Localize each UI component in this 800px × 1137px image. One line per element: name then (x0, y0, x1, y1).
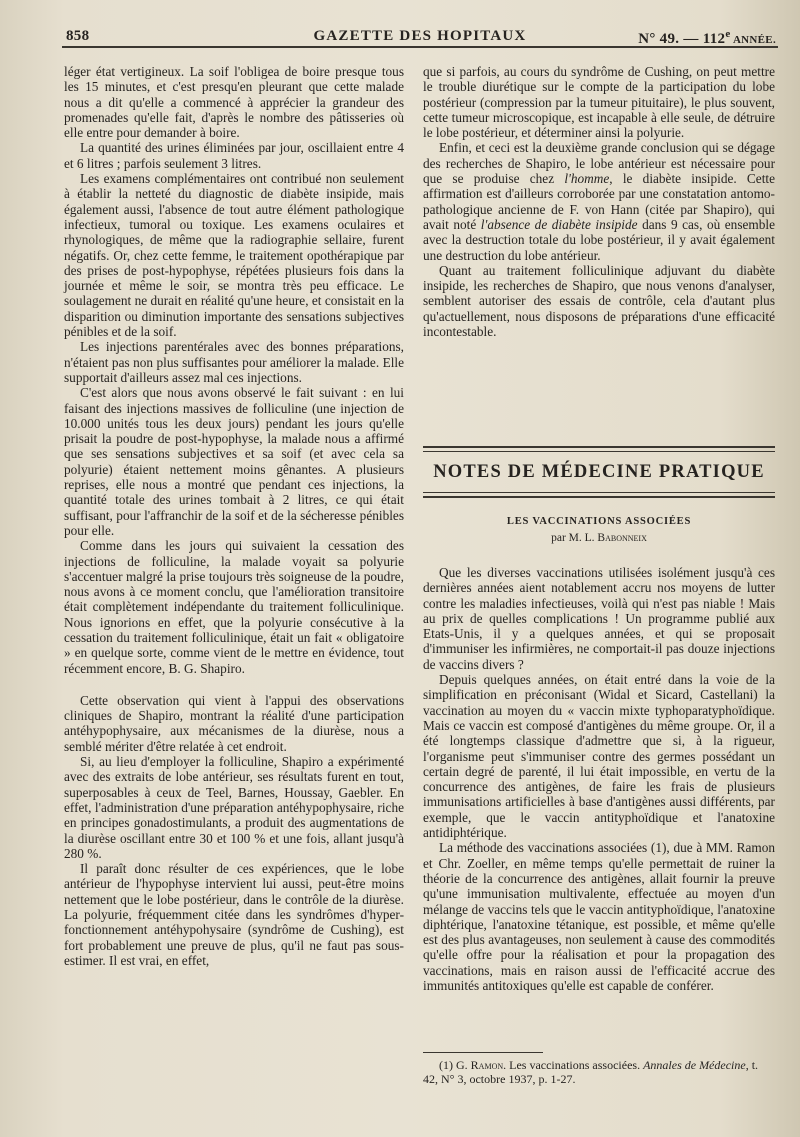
footnote-tail: , t. 42, N° 3, octobre 1937, p. 1-27. (423, 1058, 759, 1086)
footnote-divider (423, 1052, 543, 1053)
paragraph: La quantité des urines éliminées par jour, oscillaient entre 4 et 6 litres ; parfois seulement 3 litres. (64, 140, 404, 171)
paragraph: Il paraît donc résulter de ces expériences, que le lobe antérieur de l'hypophyse intervient lui aussi, peut-être moins nettement que le lobe postérieur, dans le contrôle de la diurèse. La polyurie, fréquemment citée dans les syndrômes d'hyper-fonctionnement antéhypohysaire (syndrôme de Cushing), est fort probablement une preuve de plus, qu'il ne faut pas sous-estimer. Il est vrai, en effet, (64, 861, 404, 968)
paragraph: C'est alors que nous avons observé le fait suivant : en lui faisant des injections massives de folliculine (une injection de 10.000 unités tous les deux jours) pendant les jours qu'elle prisait la poudre de post-hypophyse, la malade nous a affirmé que ses sensations subjectives et sa soif (et avec cela sa polyurie) étaient nettement moins gênantes. A plusieurs reprises, elle nous a montré que pendant ces injections, la quantité totale des urines tombait à 2 litres, ce qui était suffisant, pour l'affranchir de la soif et de la sécheresse pénibles pour elle. (64, 385, 404, 538)
paragraph-text: dans 9 cas, où ensemble avec la destruction totale du lobe postérieur, il y avait également une destruction du lobe antérieur. (423, 216, 775, 263)
issue-number-sup: e (725, 28, 731, 40)
section-title: NOTES DE MÉDECINE PRATIQUE (433, 462, 765, 482)
paragraph: Les injections parentérales avec des bonnes préparations, n'étaient pas non plus suffisantes pour améliorer la malade. Elle supportait d'ailleurs assez mal ces injections. (64, 339, 404, 385)
byline-author: Babonneix (597, 532, 647, 544)
footnote (423, 1058, 775, 1086)
paragraph: Cette observation qui vient à l'appui des observations cliniques de Shapiro, montrant la réalité d'une participation antéhypophysaire, aux mécanismes de la diurèse, nous a semblé mériter d'être relatée à cet endroit. (64, 692, 404, 754)
byline-prefix: par M. L. (551, 532, 595, 544)
issue-number (638, 28, 776, 48)
paragraph (423, 140, 775, 262)
right-column-top (423, 64, 775, 339)
footnote-prefix: (1) G. (439, 1058, 468, 1072)
paragraph-text: , le diabète insipide. Cette affirmation est d'ailleurs corroborée par une constatation antomo-pathologique ancienne de F. von Hann (citée par Shapiro), qui avait noté (423, 171, 775, 232)
issue-year-label: ANNÉE. (730, 34, 776, 46)
page-number: 858 (66, 28, 90, 44)
paragraph: Quant au traitement folliculinique adjuvant du diabète insipide, les recherches de Shapiro, que nous venons d'analyser, semblent autoriser des essais de contrôle, cela d'autant plus qu'actuellement, nous disposons de préparations d'une efficacité incontestable. (423, 262, 775, 340)
emphasis-text: l'absence de diabète insipide (480, 216, 638, 232)
paragraph: Que les diverses vaccinations utilisées isolément jusqu'à ces dernières années aient notablement accru nos moyens de lutter contre les maladies infectieuses, voilà qui n'est pas niable ! Mais au prix de quelles complications ! Un programme publié aux Etats-Unis, il y a quelques années, et qui se proposait d'immuniser les infirmières, ne comportait-il pas douze injections de vaccins divers ? (423, 565, 775, 672)
paragraph: La méthode des vaccinations associées (1), due à MM. Ramon et Chr. Zoeller, en même temps qu'elle permettait de ruiner la théorie de la concurrence des antigènes, allait fournir la preuve qu'une immunisation multivalente, effectuée au moyen d'un mélange de vaccins tels que le vaccin antityphoïdique, l'anatoxine diphtérique, l'anatoxine tétanique, est possible, et même qu'elle est des plus avantageuses, non seulement à cause des commodités qu'elle offre pour la réalisation et pour la propagation des vaccinations, mais en raison aussi de l'efficacité accrue des immunités antitoxiques qu'elle est capable de conférer. (423, 840, 775, 994)
paragraph: léger état vertigineux. La soif l'obligea de boire presque tous les 15 minutes, et c'est presqu'en pleurant que cette malade nous a dit qu'elle a commencé à apprécier la grandeur des promenades qu'elle fait, d'après le nombre des pâtisseries où elle entre pour demander à boire. (64, 64, 404, 141)
paragraph: que si parfois, au cours du syndrôme de Cushing, on peut mettre le trouble diurétique sur le compte de la participation du lobe postérieur (compression par la tumeur pituitaire), le plus souvent, cette tumeur microscopique, est incapable à elle seule, de détruire le lobe postérieur, et déterminer ainsi la polyurie. (423, 64, 775, 141)
publication-title: GAZETTE DES HOPITAUX (313, 28, 527, 44)
section-rule-top (423, 446, 775, 452)
article-title: LES VACCINATIONS ASSOCIÉES (506, 516, 692, 527)
paragraph: Depuis quelques années, on était entré dans la voie de la simplification en préconisant (Widal et Sicard, Castellani) la vaccination au moyen du « vaccin mixte typhoparatyphoïdique. Mais ce vaccin est composé d'antigènes du même groupe. Or, il a été longtemps classique d'admettre que si, à la rigueur, l'organisme peut s'immuniser contre des germes possédant un certain degré de parenté, il lui était impossible, en vertu de la concurrence des antigènes, de faire les frais de plusieurs immunisations artificielles à base d'antigènes aussi différents, par exemple, que le vaccin antityphoïdique et l'anatoxine antidiphtérique. (423, 672, 775, 841)
footnote-title: . Les vaccinations associées. (503, 1058, 641, 1072)
left-column (64, 64, 404, 968)
running-header (62, 24, 778, 48)
issue-number-text: N° 49. — 112 (638, 31, 726, 47)
byline (423, 532, 775, 544)
footnote-author: Ramon (470, 1058, 504, 1072)
paragraph-text: Enfin, et ceci est la deuxième grande conclusion qui se dégage des recherches de Shapiro, le lobe antérieur est nécessaire pour que se produise chez (423, 140, 775, 187)
paragraph: Les examens complémentaires ont contribué non seulement à établir la netteté du diagnostic de diabète insipide, mais également aussi, l'absence de tout autre élément pathologique infectieux, tumoral ou toxique. Les examens oculaires et rhynologiques, de même que la radiographie sellaire, furent négatifs. Or, chez cette femme, le traitement opothérapique par des prises de post-hypophyse, répétées plusieurs fois dans la journée et même le soir, se montra très peu efficace. Le soulagement ne durait en réalité qu'une heure, et consistait en la disparition ou diminution importante des sensations subjectives pénibles et de la soif. (64, 171, 404, 340)
right-column-bottom (423, 565, 775, 993)
emphasis-text: l'homme (564, 171, 610, 187)
paragraph: Comme dans les jours qui suivaient la cessation des injections de folliculine, la malade voyait sa polyurie s'accentuer malgré la prise toujours très soigneuse de la poudre, nous avons à ce moment conclu, que l'amélioration transitoire était complètement indépendante du traitement folliculinique. Nous ignorions en effet, que la polyurie consécutive à la cessation du traitement folliculinique, était un fait « obligatoire » en quelque sorte, comme vient de le mettre en évidence, tout récemment encore, B. G. Shapiro. (64, 538, 404, 676)
section-rule-bottom (423, 492, 775, 498)
paragraph: Si, au lieu d'employer la folliculine, Shapiro a expérimenté avec des extraits de lobe antérieur, ses résultats furent en tout, superposables à ceux de Teel, Barnes, Houssay, Gaebler. En effet, l'administration d'une préparation antéhypophysaire, riche en principes gonadostimulants, a produit des augmentations de la diurèse oscillant entre 30 et 100 % et une fois, allant jusqu'à 280 %. (64, 754, 404, 861)
footnote-journal: Annales de Médecine (643, 1058, 746, 1072)
